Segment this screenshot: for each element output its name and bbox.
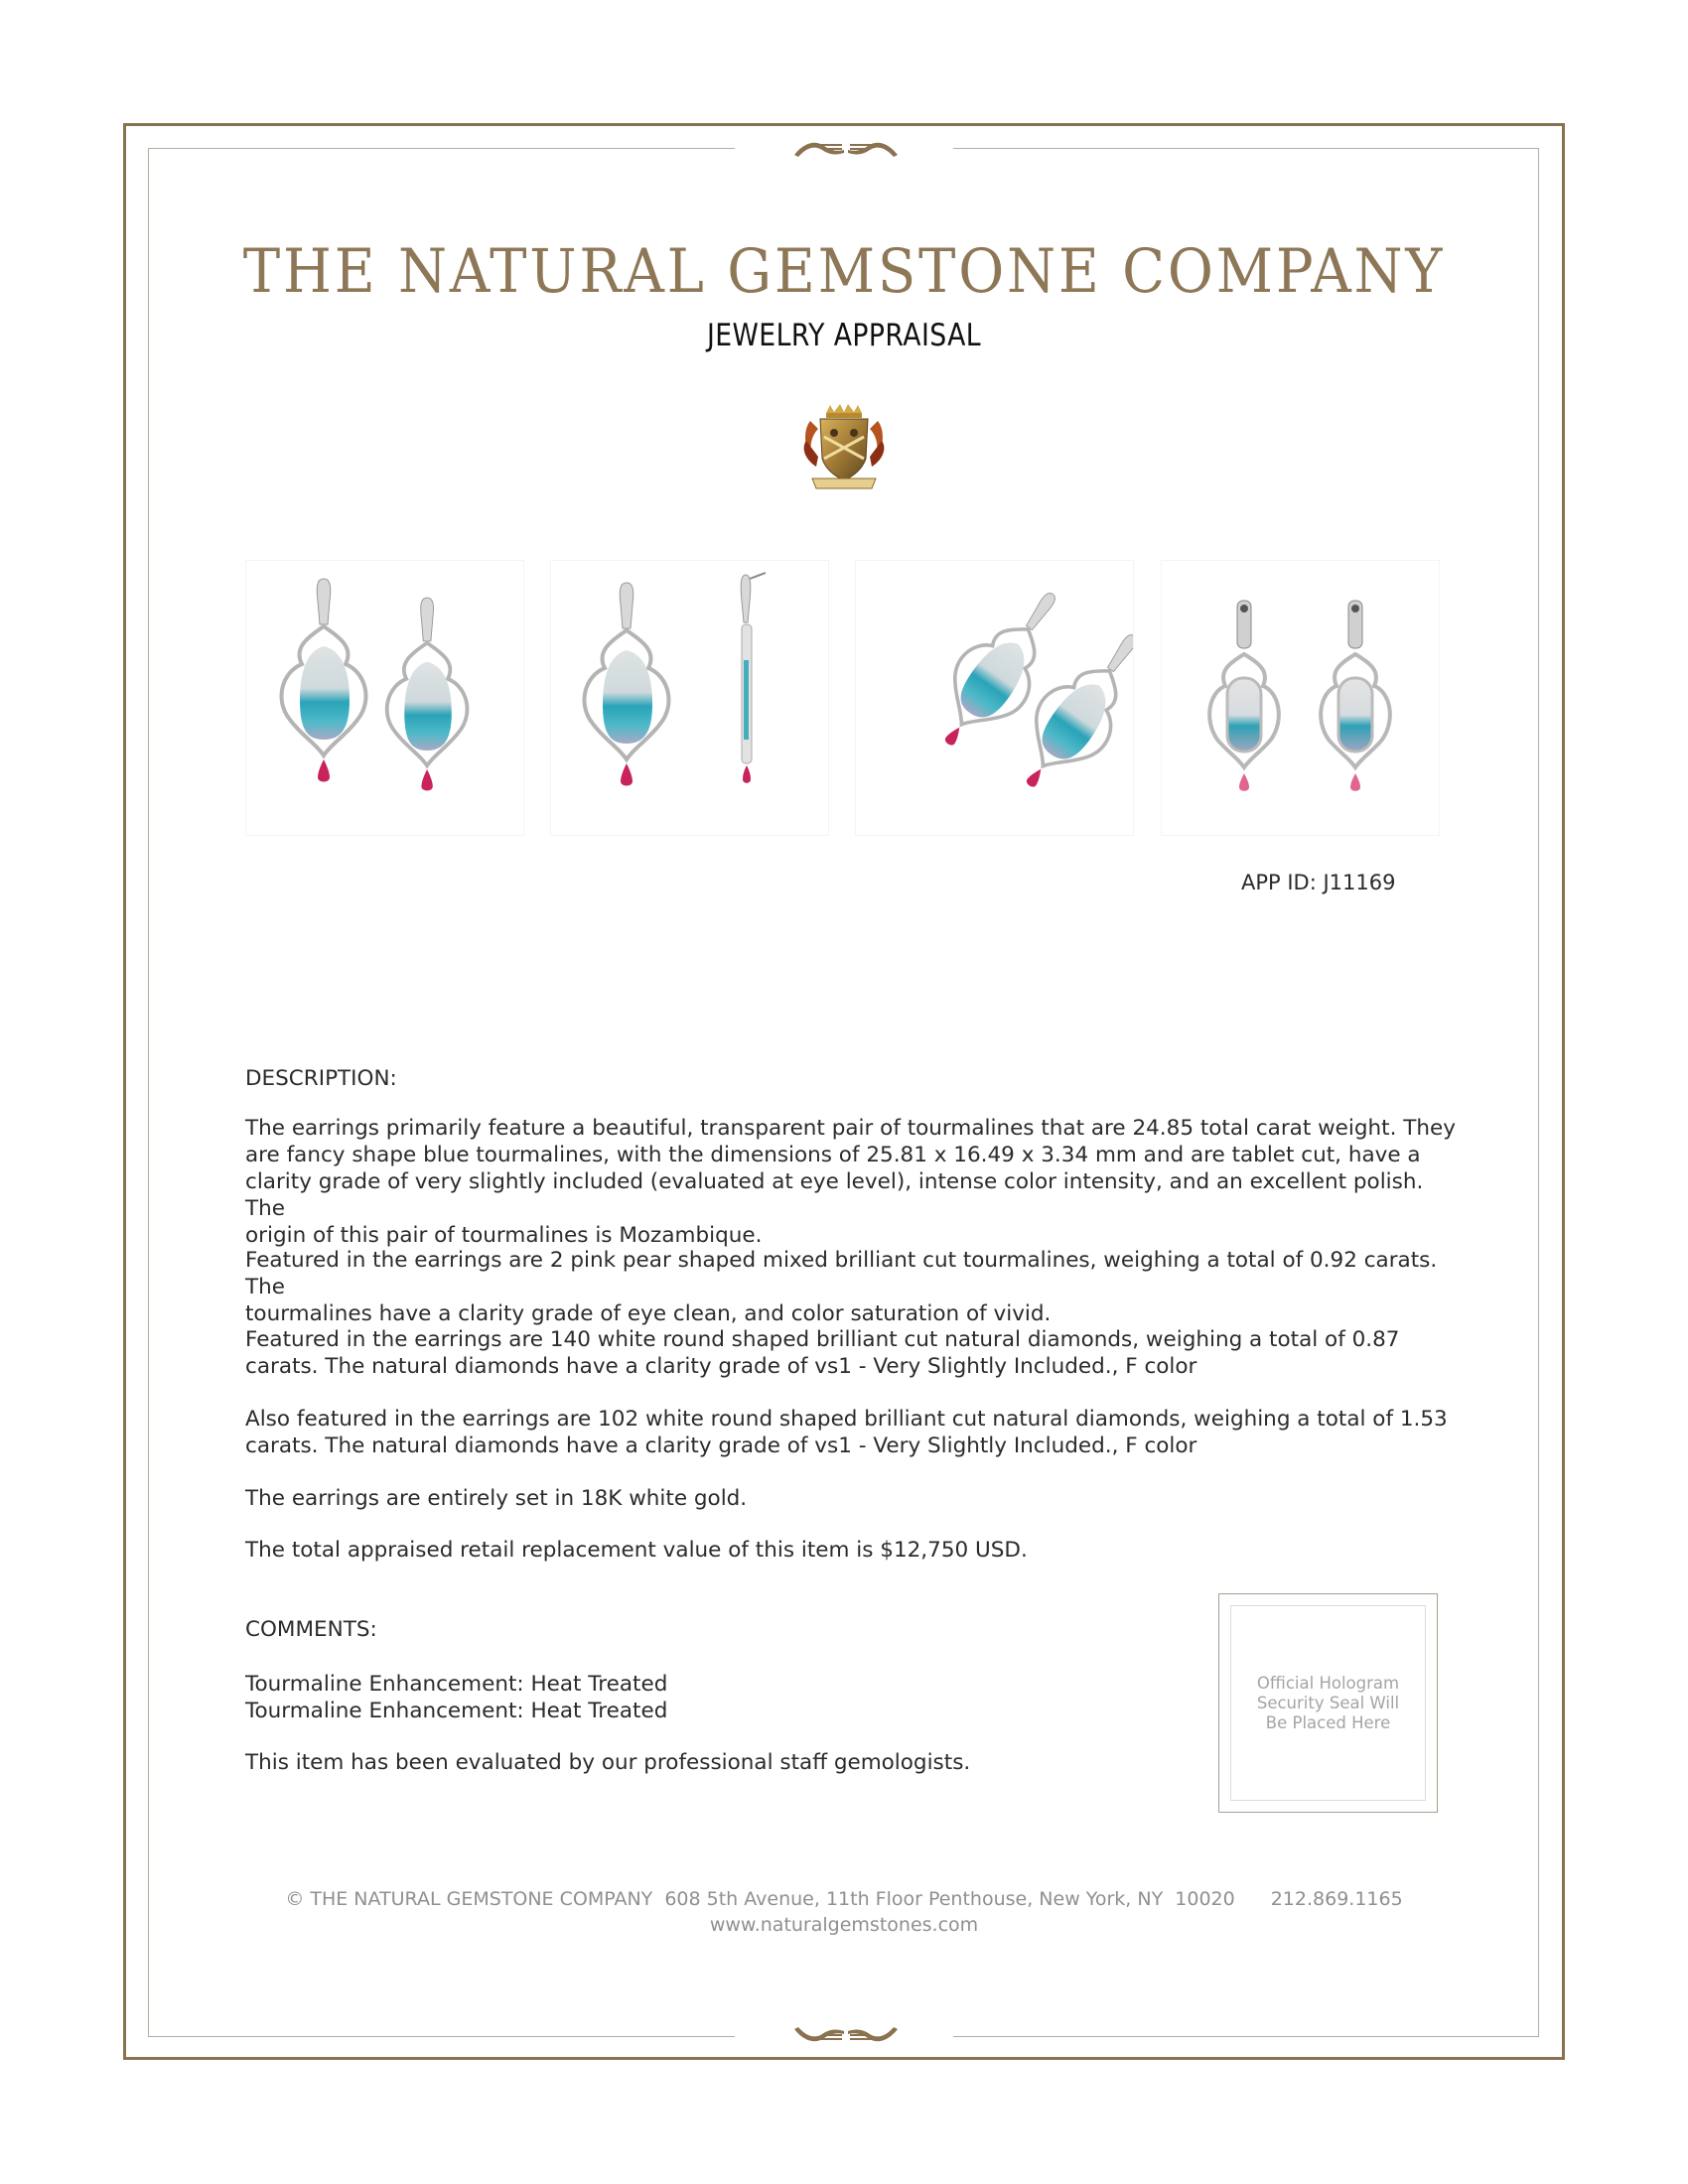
item-photos	[246, 561, 1440, 835]
comments-heading: COMMENTS:	[245, 1617, 377, 1642]
text-line: clarity grade of very slightly included (evaluated at eye level), intense color intensity, and an excellent polish. The	[245, 1169, 1424, 1221]
seal-line: Be Placed Here	[1265, 1712, 1391, 1732]
footer-website[interactable]: www.naturalgemstones.com	[709, 1914, 979, 1936]
photo-earrings-angled	[856, 561, 1133, 835]
text-line: origin of this pair of tourmalines is Mozambique.	[245, 1223, 763, 1248]
earring-image-icon	[856, 561, 1133, 835]
bottom-flourish-ornament	[735, 2016, 953, 2056]
comment-item: Tourmaline Enhancement: Heat Treated	[245, 1699, 668, 1723]
crest-logo-icon	[800, 401, 888, 496]
evaluation-note: This item has been evaluated by our professional staff gemologists.	[245, 1750, 971, 1775]
description-setting	[245, 1485, 1467, 1512]
description-paragraph-2	[245, 1247, 1467, 1327]
seal-line: Security Seal Will	[1256, 1693, 1400, 1712]
photo-earrings-front-and-side	[551, 561, 828, 835]
description-heading: DESCRIPTION:	[245, 1066, 397, 1091]
hologram-seal-placeholder	[1218, 1593, 1438, 1813]
comment-item: Tourmaline Enhancement: Heat Treated	[245, 1672, 668, 1697]
text-line: carats. The natural diamonds have a clarity grade of vs1 - Very Slightly Included., F color	[245, 1433, 1197, 1458]
seal-text	[1257, 1674, 1399, 1733]
description-paragraph-1	[245, 1115, 1467, 1249]
text-line: Featured in the earrings are 2 pink pear shaped mixed brilliant cut tourmalines, weighing a total of 0.92 carats. The	[245, 1248, 1438, 1299]
text-line: Featured in the earrings are 140 white round shaped brilliant cut natural diamonds, weighing a total of 0.87	[245, 1327, 1400, 1352]
text-line: tourmalines have a clarity grade of eye clean, and color saturation of vivid.	[245, 1301, 1052, 1326]
flourish-icon	[735, 2016, 953, 2056]
footer-address	[0, 1888, 1688, 1910]
flourish-icon	[735, 128, 953, 168]
photo-earrings-front-pair	[246, 561, 523, 835]
earring-image-icon	[1162, 561, 1439, 835]
text-line: carats. The natural diamonds have a clarity grade of vs1 - Very Slightly Included., F color	[245, 1354, 1197, 1379]
text-line: The earrings are entirely set in 18K white gold.	[245, 1486, 748, 1511]
seal-inner-box	[1230, 1605, 1426, 1801]
company-name: THE NATURAL GEMSTONE COMPANY	[242, 236, 1446, 307]
seal-line: Official Hologram	[1256, 1673, 1400, 1693]
text-line: are fancy shape blue tourmalines, with the dimensions of 25.81 x 16.49 x 3.34 mm and are tablet cut, have a	[245, 1143, 1421, 1167]
appraised-value: The total appraised retail replacement value of this item is $12,750 USD.	[245, 1538, 1028, 1563]
footer-phone: 212.869.1165	[1270, 1888, 1403, 1910]
description-value	[245, 1537, 1467, 1564]
description-paragraph-4	[245, 1406, 1467, 1459]
description-paragraph-3	[245, 1326, 1467, 1380]
earring-image-icon	[551, 561, 828, 835]
text-line: Also featured in the earrings are 102 white round shaped brilliant cut natural diamonds, weighing a total of 1.53	[245, 1407, 1448, 1432]
document-title: JEWELRY APPRAISAL	[706, 318, 982, 353]
app-id: APP ID: J11169	[1241, 871, 1396, 894]
photo-earrings-back	[1162, 561, 1439, 835]
earring-image-icon	[246, 561, 523, 835]
top-flourish-ornament	[735, 128, 953, 168]
footer-company: © THE NATURAL GEMSTONE COMPANY 608 5th Avenue, 11th Floor Penthouse, New York, NY 10020	[285, 1888, 1235, 1910]
text-line: The earrings primarily feature a beautiful, transparent pair of tourmalines that are 24.85 total carat weight. They	[245, 1116, 1456, 1141]
